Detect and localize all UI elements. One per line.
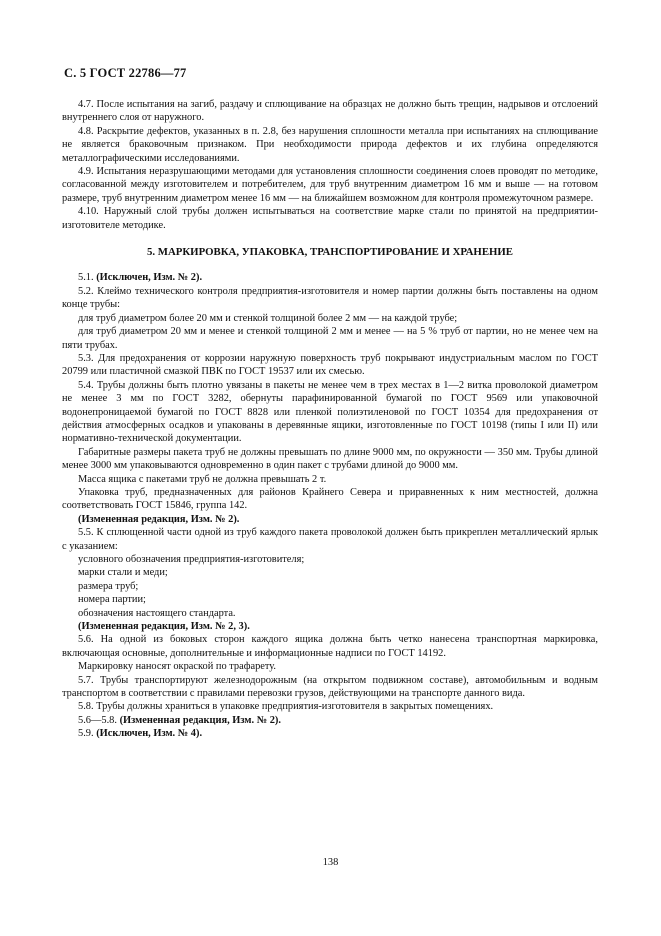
revision-note: (Измененная редакция, Изм. № 2). [119, 714, 281, 726]
paragraph-5-6-5-8 [62, 714, 598, 727]
page-header: С. 5 ГОСТ 22786—77 [64, 66, 187, 80]
label-item: условного обозначения предприятия-изготовителя; [78, 554, 305, 565]
paragraph-number: 5.1. [78, 272, 94, 284]
paragraph-5-7: 5.7. Трубы транспортируют железнодорожным (на открытом подвижном составе), автомобильным и водным транспортом в соответствии с правилами перевозки грузов, действующими на транспорте данного вида. [62, 674, 598, 700]
revision-note-1 [62, 513, 598, 526]
paragraph-5-2: 5.2. Клеймо технического контроля предприятия-изготовителя и номер партии должны быть поставлены на одном конце трубы: [62, 285, 598, 311]
paragraph-number: 5.9. [78, 728, 94, 740]
paragraph-5-1 [62, 271, 598, 284]
paragraph-4-10: 4.10. Наружный слой трубы должен испытываться на соответствие марке стали по принятой на предприятии-изготовителе методике. [62, 206, 598, 231]
paragraph-5-4: 5.4. Трубы должны быть плотно увязаны в пакеты не менее чем в трех местах в 1—2 витка проволокой диаметром не менее 3 мм по ГОСТ 3282, обернуты парафинированной бумагой по ГОСТ 9569 или упаковочной водонепроницаемой бумагой по ГОСТ 8828 или пленкой полиэтиленовой по ГОСТ 10354 для предохранения от действия атмосферных осадков и упакованы в деревянные ящики, изготовленные по ГОСТ 10198 (типы I или II) или нормативно-технической документации. [62, 379, 598, 445]
paragraph-5-6: 5.6. На одной из боковых сторон каждого ящика должна быть четко нанесена транспортная маркировка, включающая основные, дополнительные и информационные надписи по ГОСТ 14192. [62, 634, 598, 659]
label-item: номера партии; [78, 594, 146, 606]
paragraph-5-2-item-2: для труб диаметром 20 мм и менее и стенкой толщиной 2 мм и менее — на 5 % труб от партии, но не менее чем на пяти трубах. [62, 326, 598, 351]
paragraph-5-4-north: Упаковка труб, предназначенных для районов Крайнего Севера и приравненных к ним местностей, должна соответствовать ГОСТ 15846, группа 142. [62, 486, 598, 512]
section-title: 5. МАРКИРОВКА, УПАКОВКА, ТРАНСПОРТИРОВАНИЕ И ХРАНЕНИЕ [146, 246, 514, 259]
revision-note-text: (Измененная редакция, Изм. № 2, 3). [78, 621, 250, 633]
revision-note-text: (Измененная редакция, Изм. № 2). [78, 513, 240, 525]
paragraph-4-8: 4.8. Раскрытие дефектов, указанных в п. 2.8, без нарушения сплошности металла при испытаниях на сплющивание не является браковочным признаком. При необходимости природа дефектов и их глубина определяются металлографическими исследованиями. [62, 125, 598, 164]
paragraph-5-8: 5.8. Трубы должны храниться в упаковке предприятия-изготовителя в закрытых помещениях. [78, 701, 494, 713]
revision-note: (Исключен, Изм. № 4). [96, 728, 203, 740]
paragraph-4-9: 4.9. Испытания неразрушающими методами для установления сплошности соединения слоев проводят по методике, согласованной между изготовителем и потребителем, для труб внутренним диаметром 16 мм и выше — на готовом размере, труб внутренним диаметром менее 16 мм — на ближайшем возможном для контроля промежуточном размере. [62, 166, 598, 204]
label-item: марки стали и меди; [78, 567, 168, 579]
page-number: 138 [322, 857, 339, 868]
paragraph-4-7: 4.7. После испытания на загиб, раздачу и сплющивание на образцах не должно быть трещин, надрывов и отслоений внутреннего слоя от наружного. [62, 99, 598, 124]
label-item: обозначения настоящего стандарта. [78, 607, 236, 619]
paragraph-5-2-item-1: для труб диаметром более 20 мм и стенкой толщиной более 2 мм — на каждой трубе; [78, 312, 458, 324]
paragraph-5-9 [62, 727, 598, 740]
paragraph-5-5: 5.5. К сплющенной части одной из труб каждого пакета проволокой должен быть прикреплен металлический ярлык с указанием: [62, 527, 598, 552]
paragraph-5-3: 5.3. Для предохранения от коррозии наружную поверхность труб покрывают индустриальным маслом по ГОСТ 20799 или пластичной смазкой ПВК по ГОСТ 19537 или их смесью. [62, 352, 598, 378]
paragraph-5-6-stencil: Маркировку наносят окраской по трафарету. [78, 661, 277, 673]
label-item: размера труб; [78, 580, 139, 592]
revision-note-2 [62, 620, 598, 633]
document-body [62, 98, 598, 741]
paragraph-5-4-dimensions: Габаритные размеры пакета труб не должны превышать по длине 9000 мм, по окружности — 350 мм. Трубы длиной менее 3000 мм упаковываются одновременно в один пакет с трубами длиной до 9000 мм. [62, 446, 598, 472]
revision-note: (Исключен, Изм. № 2). [96, 272, 203, 284]
paragraph-5-4-mass: Масса ящика с пакетами труб не должна превышать 2 т. [78, 473, 327, 485]
paragraph-number: 5.6—5.8. [78, 714, 117, 726]
